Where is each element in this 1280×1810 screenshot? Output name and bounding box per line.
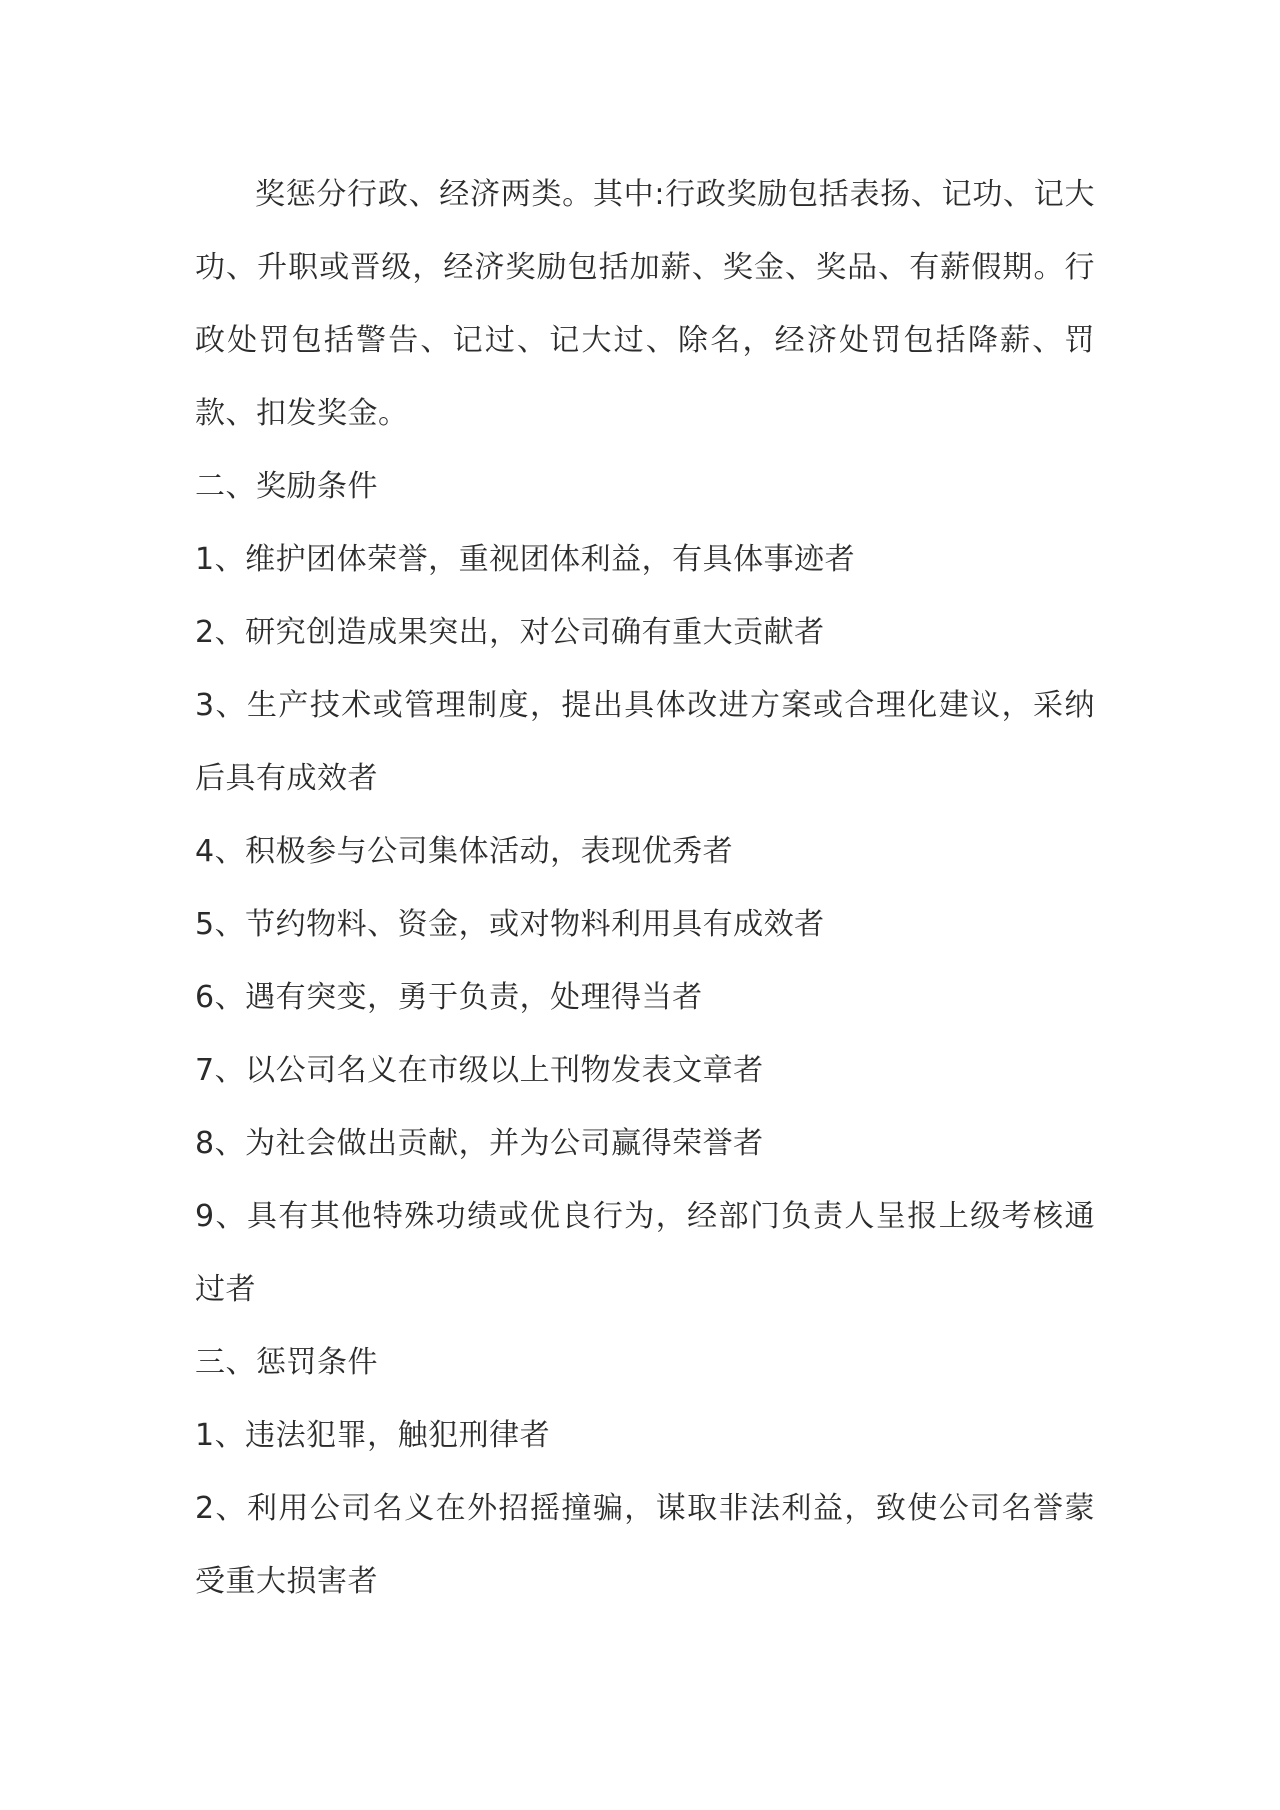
rewards-item: 5、节约物料、资金，或对物料利用具有成效者	[195, 907, 825, 942]
rewards-item: 9、具有其他特殊功绩或优良行为，经部门负责人呈报上级考核通过者	[195, 1199, 1095, 1307]
rewards-item: 3、生产技术或管理制度，提出具体改进方案或合理化建议，采纳后具有成效者	[195, 688, 1095, 796]
rewards-item: 4、积极参与公司集体活动，表现优秀者	[195, 834, 734, 869]
rewards-item: 7、以公司名义在市级以上刊物发表文章者	[195, 1053, 764, 1088]
penalties-item: 1、违法犯罪，触犯刑律者	[195, 1418, 551, 1453]
penalties-heading: 三、惩罚条件	[195, 1345, 378, 1380]
rewards-heading: 二、奖励条件	[195, 469, 378, 504]
intro-paragraph: 奖惩分行政、经济两类。其中:行政奖励包括表扬、记功、记大功、升职或晋级，经济奖励包括加薪、奖金、奖品、有薪假期。行政处罚包括警告、记过、记大过、除名，经济处罚包括降薪、罚款、扣发奖金。	[195, 177, 1095, 431]
rewards-item: 1、维护团体荣誉，重视团体利益，有具体事迹者	[195, 542, 856, 577]
penalties-item: 2、利用公司名义在外招摇撞骗，谋取非法利益，致使公司名誉蒙受重大损害者	[195, 1491, 1095, 1599]
rewards-item: 2、研究创造成果突出，对公司确有重大贡献者	[195, 615, 825, 650]
penalties-list	[195, 1399, 1095, 1618]
document-page	[195, 158, 1095, 1618]
rewards-list	[195, 523, 1095, 1326]
rewards-item: 8、为社会做出贡献，并为公司赢得荣誉者	[195, 1126, 764, 1161]
rewards-item: 6、遇有突变，勇于负责，处理得当者	[195, 980, 703, 1015]
